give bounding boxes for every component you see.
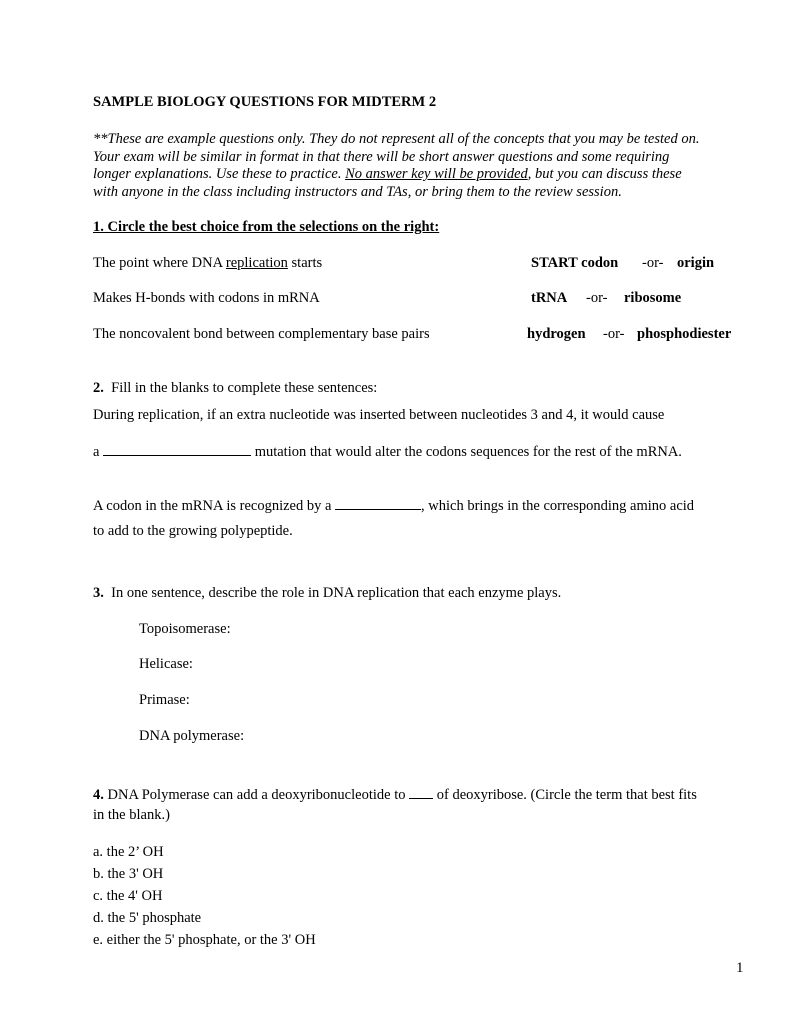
- intro-line: **These are example questions only. They do not represent all of the concepts that you may be tested on.: [93, 131, 700, 147]
- question-text: DNA Polymerase can add a deoxyribonucleotide to: [103, 787, 410, 803]
- prompt-underlined: replication: [225, 255, 288, 271]
- question-number: 3.: [93, 585, 104, 601]
- q4-option-e[interactable]: e. either the 5' phosphate, or the 3' OH: [93, 932, 316, 948]
- choice-phosphodiester[interactable]: phosphodiester: [637, 326, 732, 342]
- q2-sentence-line: [93, 442, 682, 461]
- intro-line: [93, 166, 753, 184]
- q1-prompt: The noncovalent bond between complementary base pairs: [93, 326, 430, 342]
- q4-question: [93, 785, 697, 804]
- answer-blank[interactable]: [103, 442, 251, 456]
- sentence-text: A codon in the mRNA is recognized by a: [93, 498, 336, 514]
- question-number: 2.: [93, 380, 104, 396]
- q1-prompt: [93, 255, 322, 272]
- question-number: 4.: [93, 787, 104, 803]
- q2-sentence-line: During replication, if an extra nucleotide was inserted between nucleotides 3 and 4, it would cause: [93, 407, 665, 423]
- or-separator: -or-: [603, 326, 625, 342]
- q4-option-b[interactable]: b. the 3' OH: [93, 866, 164, 882]
- choice-hydrogen[interactable]: hydrogen: [527, 326, 586, 342]
- sentence-text: mutation that would alter the codons sequences for the rest of the mRNA.: [251, 444, 682, 460]
- answer-blank[interactable]: [409, 785, 433, 799]
- no-answer-key-note: No answer key will be provided: [345, 166, 528, 182]
- q2-sentence-line: to add to the growing polypeptide.: [93, 523, 293, 539]
- choice-trna[interactable]: tRNA: [531, 290, 568, 306]
- prompt-text: The point where DNA: [93, 255, 226, 271]
- choice-ribosome[interactable]: ribosome: [624, 290, 682, 306]
- answer-blank[interactable]: [335, 496, 421, 510]
- q3-heading: [93, 585, 561, 602]
- page-title: SAMPLE BIOLOGY QUESTIONS FOR MIDTERM 2: [93, 94, 437, 110]
- q1-heading: 1. Circle the best choice from the selections on the right:: [93, 219, 440, 235]
- enzyme-primase: Primase:: [139, 692, 190, 708]
- intro-text: , but you can discuss these: [527, 166, 682, 182]
- question-text: In one sentence, describe the role in DNA replication that each enzyme plays.: [111, 585, 562, 601]
- q4-question-cont: in the blank.): [93, 807, 170, 823]
- intro-text: longer explanations. Use these to practice.: [93, 166, 346, 182]
- q2-sentence-line: [93, 496, 694, 515]
- page-number: 1: [736, 960, 744, 976]
- intro-paragraph: [93, 131, 753, 201]
- q4-option-d[interactable]: d. the 5' phosphate: [93, 910, 202, 926]
- sentence-text: , which brings in the corresponding amino acid: [421, 498, 695, 514]
- sentence-text: a: [93, 444, 104, 460]
- intro-line: with anyone in the class including instructors and TAs, or bring them to the review session.: [93, 183, 622, 200]
- or-separator: -or-: [586, 290, 608, 306]
- choice-start-codon[interactable]: START codon: [531, 255, 619, 271]
- enzyme-topoisomerase: Topoisomerase:: [139, 621, 231, 637]
- or-separator: -or-: [642, 255, 664, 271]
- enzyme-helicase: Helicase:: [139, 656, 193, 672]
- q4-option-a[interactable]: a. the 2’ OH: [93, 844, 164, 860]
- q1-prompt: Makes H-bonds with codons in mRNA: [93, 290, 320, 306]
- enzyme-dna-polymerase: DNA polymerase:: [139, 728, 245, 744]
- question-text: of deoxyribose. (Circle the term that best fits: [433, 787, 697, 803]
- choice-origin[interactable]: origin: [677, 255, 715, 271]
- q2-heading: [93, 380, 377, 397]
- prompt-text: starts: [287, 255, 323, 271]
- question-text: Fill in the blanks to complete these sentences:: [111, 380, 378, 396]
- intro-line: Your exam will be similar in format in that there will be short answer questions and some requiring: [93, 148, 670, 165]
- q4-option-c[interactable]: c. the 4' OH: [93, 888, 163, 904]
